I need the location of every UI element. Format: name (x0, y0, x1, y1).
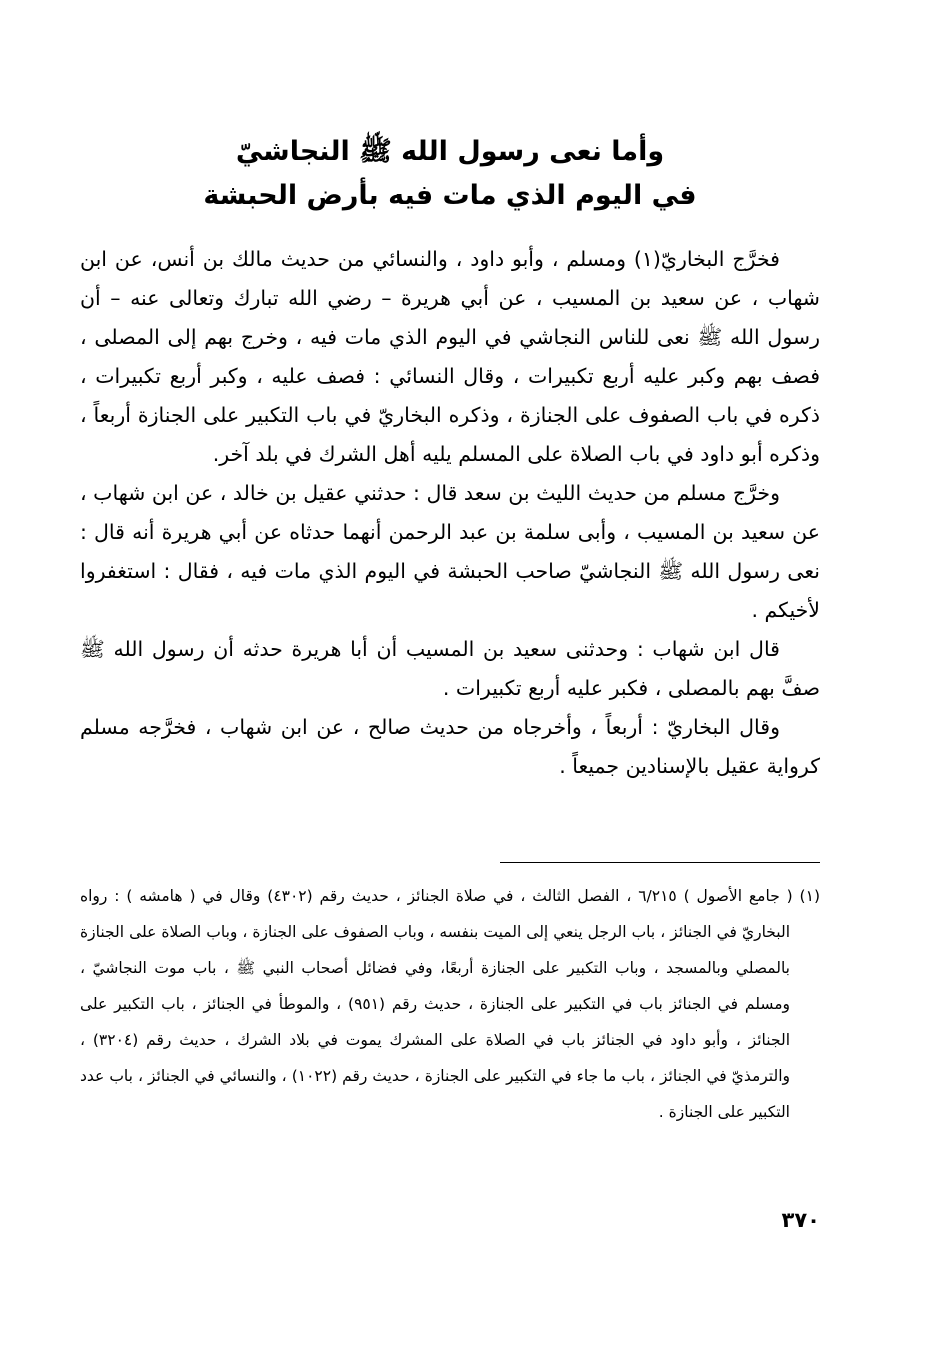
title-line-2: في اليوم الذي مات فيه بأرض الحبشة (203, 180, 697, 211)
paragraph: وقال البخاريّ : أربعاً ، وأخرجاه من حديث صالح ، عن ابن شهاب ، فخرَّجه مسلم كرواية عقيل بالإسنادين جميعاً . (80, 715, 820, 778)
page-title (80, 130, 820, 218)
main-text (80, 240, 820, 786)
footnote: (١) ( جامع الأصول ) ٦/٢١٥ ، الفصل الثالث ، في صلاة الجنائز ، حديث رقم (٤٣٠٢) وقال في ( هامشه ) : رواه البخاريّ في الجنائز ، باب الرجل ينعي إلى الميت بنفسه ، وباب الصفوف على الجنازة ، وباب الصلاة على الجنازة بالمصلي وبالمسجد ، وباب التكبير على الجنازة أربعًا، وفي فضائل أصحاب النبي ﷺ ، باب موت النجاشيّ ، ومسلم في الجنائز باب في التكبير على الجنازة ، حديث رقم (٩٥١) ، والموطأ في الجنائز ، باب التكبير على الجنائز ، وأبو داود في الجنائز باب في الصلاة على المشرك يموت في بلاد الشرك ، حديث رقم (٣٢٠٤) ، والترمذيّ في الجنائز ، باب ما جاء في التكبير على الجنازة ، حديث رقم (١٠٢٢) ، والنسائي في الجنائز ، باب عدد التكبير على الجنازة . (80, 887, 820, 1121)
paragraph: فخرَّج البخاريّ(١) ومسلم ، وأبو داود ، والنسائي من حديث مالك بن أنس، عن ابن شهاب ، عن سعيد بن المسيب ، عن أبي هريرة – رضي الله تبارك وتعالى عنه – أن رسول الله ﷺ نعى للناس النجاشي في اليوم الذي مات فيه ، وخرج بهم إلى المصلى ، فصف بهم وكبر عليه أربع تكبيرات ، وقال النسائي : فصف عليه ، وكبر أربع تكبيرات ، ذكره في باب الصفوف على الجنازة ، وذكره البخاريّ في باب التكبير على الجنازة أربعاً ، وذكره أبو داود في باب الصلاة على المسلم يليه أهل الشرك في بلد آخر. (80, 247, 820, 466)
page-content (80, 130, 820, 786)
paragraph: وخرَّج مسلم من حديث الليث بن سعد قال : حدثني عقيل بن خالد ، عن ابن شهاب ، عن سعيد بن المسيب ، وأبى سلمة بن عبد الرحمن أنهما حدثاه عن أبي هريرة أنه قال : نعى رسول الله ﷺ النجاشيّ صاحب الحبشة في اليوم الذي مات فيه ، فقال : استغفروا لأخيكم . (80, 481, 820, 622)
footnotes (80, 878, 820, 1130)
title-line-1: وأما نعى رسول الله ﷺ النجاشيّ (235, 136, 665, 167)
footnote-divider (500, 862, 820, 863)
page-number: ٣٧٠ (781, 1208, 820, 1232)
paragraph: قال ابن شهاب : وحدثنى سعيد بن المسيب أن أبا هريرة حدثه أن رسول الله ﷺ صفَّ بهم بالمصلى ، فكبر عليه أربع تكبيرات . (80, 637, 820, 700)
